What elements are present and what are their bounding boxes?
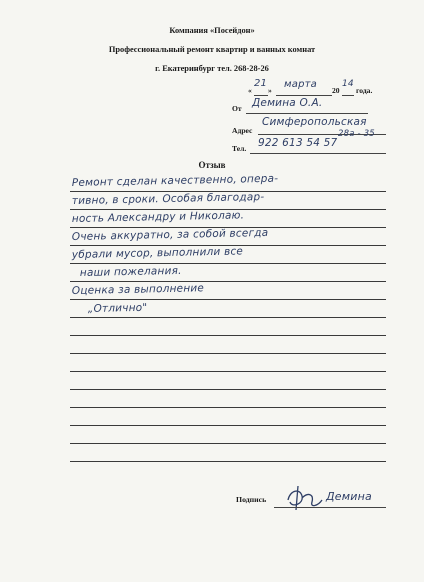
ruled-line xyxy=(70,281,386,282)
review-line-8: „Отлично" xyxy=(87,301,148,315)
address-value-line1: Симферопольская xyxy=(262,116,367,128)
date-quote-open: « xyxy=(248,86,252,95)
company-service: Профессиональный ремонт квартир и ванных комнат xyxy=(108,45,316,54)
review-line-6: наши пожелания. xyxy=(79,264,182,279)
signature-name: Демина xyxy=(326,490,372,503)
ruled-line xyxy=(70,353,386,354)
ruled-line xyxy=(70,299,386,300)
ruled-line xyxy=(70,317,386,318)
date-day: 21 xyxy=(254,78,268,89)
ruled-line xyxy=(70,389,386,390)
from-underline xyxy=(246,113,368,114)
phone-value: 922 613 54 57 xyxy=(258,137,338,149)
review-title: Отзыв xyxy=(198,160,226,170)
phone-underline xyxy=(250,153,386,154)
from-label: От xyxy=(232,104,242,113)
review-line-2: тивно, в сроки. Особая благодар- xyxy=(71,190,265,207)
company-name: Компания «Посейдон» xyxy=(169,26,255,35)
address-label: Адрес xyxy=(232,126,253,135)
ruled-line xyxy=(70,263,386,264)
date-month: марта xyxy=(284,79,317,90)
review-line-4: Очень аккуратно, за собой всегда xyxy=(71,226,269,243)
review-line-1: Ремонт сделан качественно, опера- xyxy=(71,172,279,189)
from-value: Демина О.А. xyxy=(252,97,323,109)
signature-label: Подпись xyxy=(236,495,267,504)
phone-label: Тел. xyxy=(232,144,247,153)
date-suffix: года. xyxy=(356,86,373,95)
company-contact: г. Екатеринбург тел. 268-28-26 xyxy=(155,64,269,73)
address-value-line2: 28а - 35 xyxy=(338,129,375,139)
review-line-5: убрали мусор, выполнили все xyxy=(71,245,244,261)
ruled-line xyxy=(70,443,386,444)
review-line-3: ность Александру и Николаю. xyxy=(71,209,245,225)
date-year-prefix: 20 xyxy=(332,86,340,95)
ruled-line xyxy=(70,407,386,408)
ruled-line xyxy=(70,425,386,426)
review-line-7: Оценка за выполнение xyxy=(71,282,205,297)
date-day-underline xyxy=(254,95,268,96)
ruled-line xyxy=(70,371,386,372)
signature-underline xyxy=(274,507,386,508)
date-year-underline xyxy=(342,95,354,96)
date-quote-close: » xyxy=(268,86,272,95)
date-month-underline xyxy=(276,95,332,96)
ruled-line xyxy=(70,461,386,462)
ruled-line xyxy=(70,335,386,336)
date-year-suffix: 14 xyxy=(342,79,354,89)
